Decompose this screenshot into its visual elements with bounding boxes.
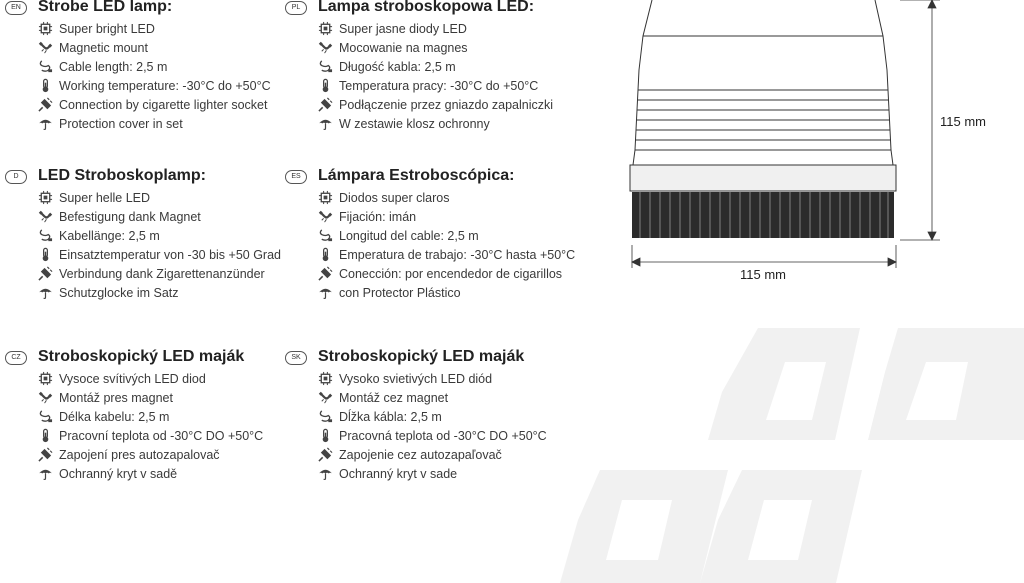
list-item: Conección: por encendedor de cigarillos	[285, 265, 575, 284]
block-title: Stroboskopický LED maják	[318, 348, 525, 365]
list-item: Vysoko svietivých LED diód	[285, 370, 575, 389]
magnet-icon	[38, 40, 53, 55]
list-item: Cable length: 2,5 m	[5, 58, 295, 77]
list-item: Montáž cez magnet	[285, 389, 575, 408]
led-chip-icon	[38, 371, 53, 386]
list-item: W zestawie klosz ochronny	[285, 115, 575, 134]
list-item: Schutzglocke im Satz	[5, 284, 295, 303]
umbrella-icon	[38, 466, 53, 481]
list-item: Protection cover in set	[5, 115, 295, 134]
block-title: Lampa stroboskopowa LED:	[318, 0, 535, 15]
list-item: Longitud del cable: 2,5 m	[285, 227, 575, 246]
cable-icon	[38, 228, 53, 243]
list-item: Connection by cigarette lighter socket	[5, 96, 295, 115]
lang-badge: D	[5, 170, 27, 184]
height-dimension: 115 mm	[940, 114, 986, 129]
cable-icon	[38, 59, 53, 74]
thermometer-icon	[318, 247, 333, 262]
led-chip-icon	[318, 371, 333, 386]
list-item: Verbindung dank Zigarettenanzünder	[5, 265, 295, 284]
list-item: Working temperature: -30°C do +50°C	[5, 77, 295, 96]
list-item: Délka kabelu: 2,5 m	[5, 408, 295, 427]
list-item: Magnetic mount	[5, 39, 295, 58]
list-item: Pracovní teplota od -30°C DO +50°C	[5, 427, 295, 446]
umbrella-icon	[38, 116, 53, 131]
list-item: Super jasne diody LED	[285, 20, 575, 39]
list-item: Zapojení pres autozapalovač	[5, 446, 295, 465]
thermometer-icon	[38, 78, 53, 93]
list-item: Diodos super claros	[285, 189, 575, 208]
list-item: Temperatura pracy: -30°C do +50°C	[285, 77, 575, 96]
list-item: Einsatztemperatur von -30 bis +50 Grad	[5, 246, 295, 265]
umbrella-icon	[318, 285, 333, 300]
block-title: Strobe LED lamp:	[38, 0, 173, 15]
led-chip-icon	[38, 21, 53, 36]
list-item: Fijación: imán	[285, 208, 575, 227]
block-title: Lámpara Estroboscópica:	[318, 167, 515, 184]
cable-icon	[318, 228, 333, 243]
list-item: Pracovná teplota od -30°C DO +50°C	[285, 427, 575, 446]
list-item: Befestigung dank Magnet	[5, 208, 295, 227]
led-chip-icon	[38, 190, 53, 205]
lamp-drawing	[610, 0, 1024, 300]
list-item: Montáž pres magnet	[5, 389, 295, 408]
lang-badge: PL	[285, 1, 307, 15]
spec-block-cz	[5, 348, 295, 484]
block-title: Stroboskopický LED maják	[38, 348, 245, 365]
magnet-icon	[318, 40, 333, 55]
list-item: Super bright LED	[5, 20, 295, 39]
list-item: Ochranný kryt v sade	[285, 465, 575, 484]
plug-icon	[318, 97, 333, 112]
list-item: Dĺžka kábla: 2,5 m	[285, 408, 575, 427]
spec-block-de	[5, 167, 295, 303]
list-item: Długość kabla: 2,5 m	[285, 58, 575, 77]
magnet-icon	[318, 209, 333, 224]
plug-icon	[38, 266, 53, 281]
list-item: Super helle LED	[5, 189, 295, 208]
spec-block-es	[285, 167, 575, 303]
plug-icon	[318, 266, 333, 281]
plug-icon	[318, 447, 333, 462]
magnet-icon	[38, 209, 53, 224]
list-item: Emperatura de trabajo: -30°C hasta +50°C	[285, 246, 575, 265]
list-item: Zapojenie cez autozapaľovač	[285, 446, 575, 465]
lang-badge: CZ	[5, 351, 27, 365]
umbrella-icon	[318, 466, 333, 481]
magnet-icon	[318, 390, 333, 405]
block-title: LED Stroboskoplamp:	[38, 167, 207, 184]
led-chip-icon	[318, 21, 333, 36]
thermometer-icon	[318, 78, 333, 93]
umbrella-icon	[38, 285, 53, 300]
spec-block-sk	[285, 348, 575, 484]
list-item: Podłączenie przez gniazdo zapalniczki	[285, 96, 575, 115]
list-item: Kabellänge: 2,5 m	[5, 227, 295, 246]
led-chip-icon	[318, 190, 333, 205]
lang-badge: EN	[5, 1, 27, 15]
magnet-icon	[38, 390, 53, 405]
umbrella-icon	[318, 116, 333, 131]
list-item: Ochranný kryt v sadě	[5, 465, 295, 484]
lang-badge: ES	[285, 170, 307, 184]
cable-icon	[38, 409, 53, 424]
plug-icon	[38, 97, 53, 112]
cable-icon	[318, 409, 333, 424]
cable-icon	[318, 59, 333, 74]
list-item: Mocowanie na magnes	[285, 39, 575, 58]
plug-icon	[38, 447, 53, 462]
thermometer-icon	[38, 247, 53, 262]
thermometer-icon	[318, 428, 333, 443]
thermometer-icon	[38, 428, 53, 443]
list-item: Vysoce svítivých LED diod	[5, 370, 295, 389]
list-item: con Protector Plástico	[285, 284, 575, 303]
lang-badge: SK	[285, 351, 307, 365]
spec-block-en	[5, 0, 295, 134]
spec-block-pl	[285, 0, 575, 134]
width-dimension: 115 mm	[740, 267, 786, 282]
